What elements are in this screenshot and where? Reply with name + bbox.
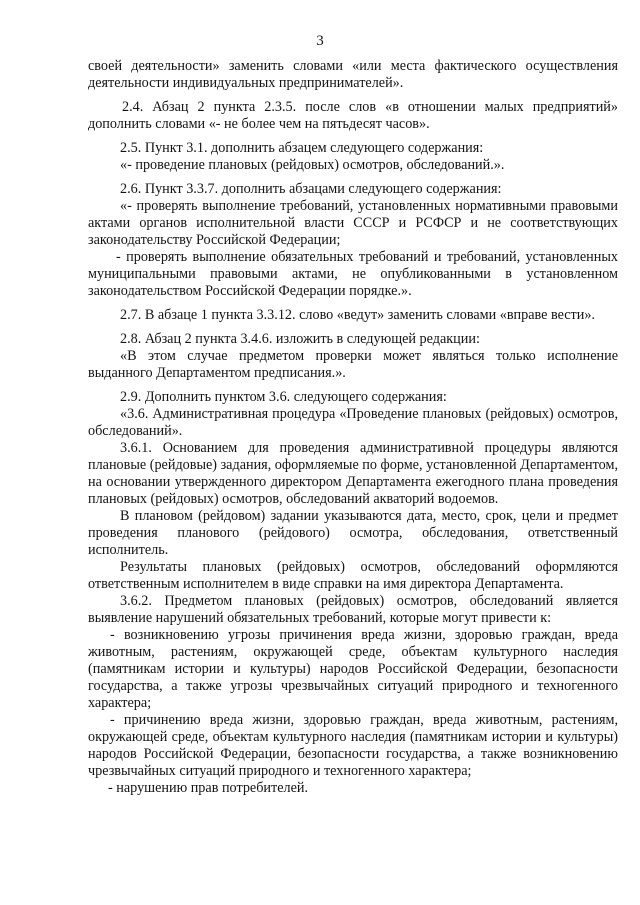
paragraph: 3.6.1. Основанием для проведения административной процедуры являются плановые (рейдовые) задания, оформляемые по форме, установленной Департаментом, на основании утвержденного директором Департамента ежегодного плана проведения плановых (рейдовых) осмотров, обследований акваторий водоемов. [88, 440, 618, 507]
paragraph: Результаты плановых (рейдовых) осмотров, обследований оформляются ответственным исполнителем в виде справки на имя директора Департамента. [88, 559, 618, 592]
paragraph: 2.5. Пункт 3.1. дополнить абзацем следующего содержания: [120, 140, 484, 156]
paragraph: «- проверять выполнение требований, установленных нормативными правовыми актами органов исполнительной власти СССР и РСФСР и не соответствующих законодательству Российской Федерации; [88, 198, 618, 248]
paragraph: - проверять выполнение обязательных требований и требований, установленных муниципальными правовыми актами, не опубликованными в установленном законодательством Российской Федерации порядке.». [88, 249, 618, 299]
paragraph: «В этом случае предметом проверки может являться только исполнение выданного Департаментом предписания.». [88, 348, 618, 381]
paragraph: 2.4. Абзац 2 пункта 2.3.5. после слов «в отношении малых предприятий» дополнить словами «- не более чем на пятьдесят часов». [88, 99, 618, 132]
paragraph: - причинению вреда жизни, здоровью граждан, вреда животным, растениям, окружающей среде, объектам культурного наследия (памятникам истории и культуры) народов Российской Федерации, безопасности государства, а также возникновению чрезвычайных ситуаций природного и техногенного характера; [88, 712, 618, 779]
paragraph: своей деятельности» заменить словами «или места фактического осуществления деятельности индивидуальных предпринимателей». [88, 58, 618, 91]
paragraph: 2.7. В абзаце 1 пункта 3.3.12. слово «ведут» заменить словами «вправе вести». [120, 307, 595, 323]
paragraph: 2.9. Дополнить пунктом 3.6. следующего содержания: [120, 389, 447, 405]
paragraph: «- проведение плановых (рейдовых) осмотров, обследований.». [120, 157, 505, 173]
paragraph: 3.6.2. Предметом плановых (рейдовых) осмотров, обследований является выявление нарушений обязательных требований, которые могут привести к: [88, 593, 618, 626]
paragraph: - нарушению прав потребителей. [108, 780, 309, 796]
document-body [88, 58, 618, 797]
paragraph: В плановом (рейдовом) задании указываются дата, место, срок, цели и предмет проведения планового (рейдового) осмотра, обследования, ответственный исполнитель. [88, 508, 618, 558]
paragraph: - возникновению угрозы причинения вреда жизни, здоровью граждан, вреда животным, растениям, окружающей среде, объектам культурного наследия (памятникам истории и культуры) народов Российской Федерации, безопасности государства, а также угрозы чрезвычайных ситуаций природного и техногенного характера; [88, 627, 618, 711]
page-number: 3 [316, 33, 324, 49]
paragraph: 2.6. Пункт 3.3.7. дополнить абзацами следующего содержания: [120, 181, 502, 197]
paragraph: «3.6. Административная процедура «Проведение плановых (рейдовых) осмотров, обследований». [88, 406, 618, 439]
paragraph: 2.8. Абзац 2 пункта 3.4.6. изложить в следующей редакции: [120, 331, 480, 347]
